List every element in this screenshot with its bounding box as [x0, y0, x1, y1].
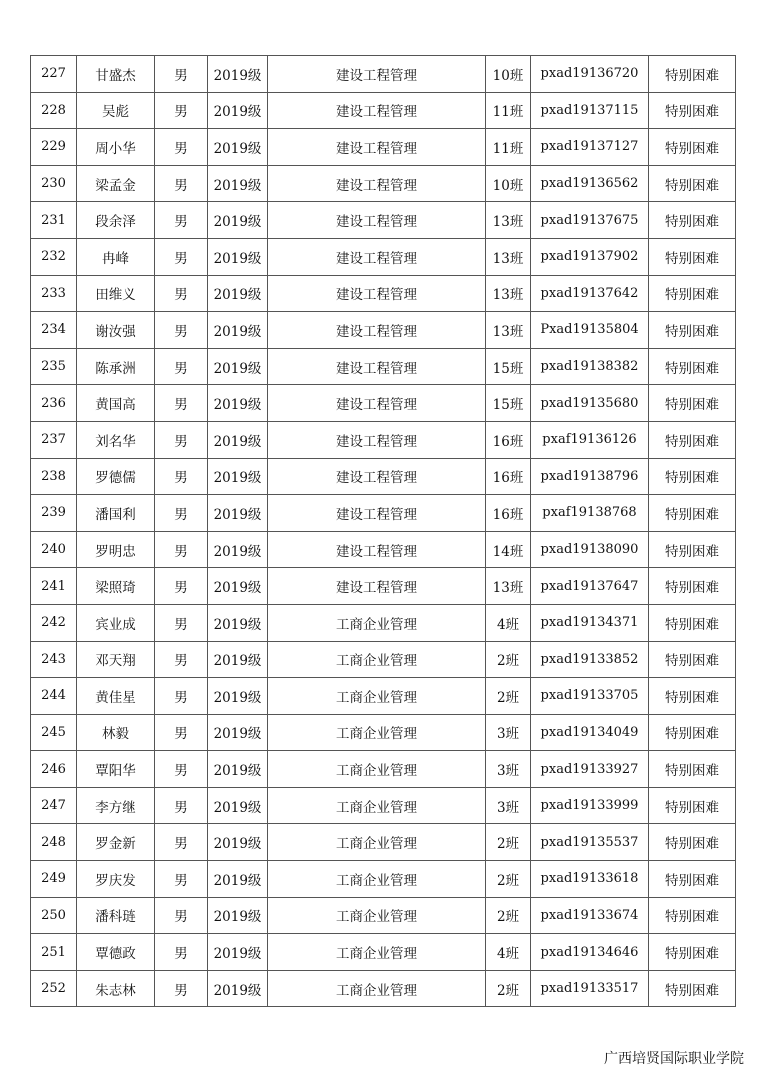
student-roster-table	[30, 55, 736, 1007]
cell-gender: 男	[155, 421, 208, 458]
cell-class: 13班	[486, 238, 531, 275]
table-row	[31, 495, 736, 532]
cell-class: 2班	[486, 641, 531, 678]
cell-grade: 2019级	[208, 495, 268, 532]
cell-major: 建设工程管理	[268, 92, 486, 129]
cell-gender: 男	[155, 238, 208, 275]
cell-grade: 2019级	[208, 714, 268, 751]
cell-major: 工商企业管理	[268, 751, 486, 788]
cell-name: 冉峰	[77, 238, 155, 275]
cell-name: 李方继	[77, 787, 155, 824]
cell-name: 罗明忠	[77, 531, 155, 568]
cell-difficulty-level: 特别困难	[649, 202, 736, 239]
cell-difficulty-level: 特别困难	[649, 348, 736, 385]
table-row	[31, 714, 736, 751]
cell-number: 242	[31, 604, 77, 641]
cell-student-id: pxad19134371	[531, 604, 649, 641]
cell-gender: 男	[155, 56, 208, 93]
cell-grade: 2019级	[208, 202, 268, 239]
cell-number: 231	[31, 202, 77, 239]
cell-grade: 2019级	[208, 275, 268, 312]
table-row	[31, 787, 736, 824]
cell-grade: 2019级	[208, 56, 268, 93]
cell-class: 15班	[486, 385, 531, 422]
cell-difficulty-level: 特别困难	[649, 275, 736, 312]
cell-difficulty-level: 特别困难	[649, 714, 736, 751]
cell-student-id: pxad19138382	[531, 348, 649, 385]
cell-grade: 2019级	[208, 604, 268, 641]
cell-number: 228	[31, 92, 77, 129]
cell-number: 241	[31, 568, 77, 605]
cell-gender: 男	[155, 861, 208, 898]
cell-grade: 2019级	[208, 678, 268, 715]
cell-name: 黄国高	[77, 385, 155, 422]
cell-student-id: pxad19137902	[531, 238, 649, 275]
table-row	[31, 861, 736, 898]
cell-grade: 2019级	[208, 970, 268, 1007]
cell-class: 2班	[486, 970, 531, 1007]
table-row	[31, 129, 736, 166]
cell-number: 238	[31, 458, 77, 495]
cell-grade: 2019级	[208, 897, 268, 934]
institution-name: 广西培贤国际职业学院	[604, 1051, 744, 1067]
cell-student-id: pxad19133618	[531, 861, 649, 898]
table-row	[31, 458, 736, 495]
cell-number: 233	[31, 275, 77, 312]
cell-difficulty-level: 特别困难	[649, 238, 736, 275]
cell-name: 黄佳星	[77, 678, 155, 715]
cell-name: 罗德儒	[77, 458, 155, 495]
cell-class: 16班	[486, 421, 531, 458]
cell-student-id: pxad19133999	[531, 787, 649, 824]
cell-gender: 男	[155, 787, 208, 824]
cell-student-id: pxad19134049	[531, 714, 649, 751]
table-row	[31, 641, 736, 678]
cell-number: 245	[31, 714, 77, 751]
cell-name: 邓天翔	[77, 641, 155, 678]
cell-class: 4班	[486, 934, 531, 971]
cell-class: 2班	[486, 678, 531, 715]
cell-class: 13班	[486, 202, 531, 239]
cell-difficulty-level: 特别困难	[649, 56, 736, 93]
cell-class: 2班	[486, 861, 531, 898]
cell-major: 建设工程管理	[268, 568, 486, 605]
cell-name: 田维义	[77, 275, 155, 312]
cell-gender: 男	[155, 531, 208, 568]
cell-class: 3班	[486, 787, 531, 824]
cell-student-id: Pxad19135804	[531, 312, 649, 349]
cell-grade: 2019级	[208, 385, 268, 422]
cell-gender: 男	[155, 751, 208, 788]
cell-name: 段余泽	[77, 202, 155, 239]
table-row	[31, 312, 736, 349]
cell-major: 建设工程管理	[268, 56, 486, 93]
cell-major: 工商企业管理	[268, 897, 486, 934]
cell-difficulty-level: 特别困难	[649, 458, 736, 495]
cell-gender: 男	[155, 129, 208, 166]
cell-gender: 男	[155, 312, 208, 349]
cell-student-id: pxad19137642	[531, 275, 649, 312]
cell-major: 工商企业管理	[268, 861, 486, 898]
cell-student-id: pxad19133852	[531, 641, 649, 678]
cell-grade: 2019级	[208, 165, 268, 202]
cell-class: 13班	[486, 275, 531, 312]
cell-grade: 2019级	[208, 238, 268, 275]
cell-gender: 男	[155, 641, 208, 678]
table-row	[31, 897, 736, 934]
cell-name: 刘名华	[77, 421, 155, 458]
cell-number: 227	[31, 56, 77, 93]
cell-name: 宾业成	[77, 604, 155, 641]
cell-number: 244	[31, 678, 77, 715]
cell-difficulty-level: 特别困难	[649, 970, 736, 1007]
cell-student-id: pxad19137127	[531, 129, 649, 166]
cell-major: 工商企业管理	[268, 714, 486, 751]
cell-name: 甘盛杰	[77, 56, 155, 93]
cell-major: 建设工程管理	[268, 458, 486, 495]
cell-major: 建设工程管理	[268, 385, 486, 422]
cell-student-id: pxad19133705	[531, 678, 649, 715]
table-row	[31, 531, 736, 568]
cell-difficulty-level: 特别困难	[649, 897, 736, 934]
cell-number: 247	[31, 787, 77, 824]
cell-number: 237	[31, 421, 77, 458]
cell-name: 周小华	[77, 129, 155, 166]
cell-grade: 2019级	[208, 458, 268, 495]
cell-student-id: pxad19137675	[531, 202, 649, 239]
cell-major: 工商企业管理	[268, 678, 486, 715]
cell-student-id: pxad19135680	[531, 385, 649, 422]
cell-gender: 男	[155, 714, 208, 751]
table-row	[31, 970, 736, 1007]
cell-difficulty-level: 特别困难	[649, 385, 736, 422]
cell-student-id: pxad19136562	[531, 165, 649, 202]
cell-gender: 男	[155, 897, 208, 934]
cell-gender: 男	[155, 824, 208, 861]
cell-difficulty-level: 特别困难	[649, 495, 736, 532]
cell-name: 陈承洲	[77, 348, 155, 385]
cell-gender: 男	[155, 202, 208, 239]
cell-number: 234	[31, 312, 77, 349]
cell-major: 工商企业管理	[268, 604, 486, 641]
cell-name: 罗金新	[77, 824, 155, 861]
cell-student-id: pxad19133517	[531, 970, 649, 1007]
table-row	[31, 568, 736, 605]
cell-grade: 2019级	[208, 92, 268, 129]
cell-gender: 男	[155, 934, 208, 971]
cell-number: 232	[31, 238, 77, 275]
cell-number: 249	[31, 861, 77, 898]
cell-grade: 2019级	[208, 861, 268, 898]
cell-name: 朱志林	[77, 970, 155, 1007]
cell-class: 14班	[486, 531, 531, 568]
cell-gender: 男	[155, 604, 208, 641]
cell-major: 建设工程管理	[268, 348, 486, 385]
cell-class: 15班	[486, 348, 531, 385]
cell-major: 建设工程管理	[268, 202, 486, 239]
cell-class: 13班	[486, 568, 531, 605]
cell-class: 16班	[486, 458, 531, 495]
cell-major: 工商企业管理	[268, 641, 486, 678]
cell-student-id: pxad19134646	[531, 934, 649, 971]
cell-gender: 男	[155, 275, 208, 312]
table-row	[31, 348, 736, 385]
cell-student-id: pxad19137115	[531, 92, 649, 129]
cell-class: 16班	[486, 495, 531, 532]
cell-difficulty-level: 特别困难	[649, 568, 736, 605]
cell-number: 229	[31, 129, 77, 166]
cell-student-id: pxad19133674	[531, 897, 649, 934]
cell-major: 工商企业管理	[268, 934, 486, 971]
cell-student-id: pxaf19138768	[531, 495, 649, 532]
cell-difficulty-level: 特别困难	[649, 165, 736, 202]
table-row	[31, 92, 736, 129]
table-row	[31, 678, 736, 715]
cell-class: 4班	[486, 604, 531, 641]
cell-student-id: pxad19135537	[531, 824, 649, 861]
cell-name: 吴彪	[77, 92, 155, 129]
cell-grade: 2019级	[208, 531, 268, 568]
table-row	[31, 56, 736, 93]
cell-major: 建设工程管理	[268, 421, 486, 458]
cell-student-id: pxad19136720	[531, 56, 649, 93]
cell-student-id: pxaf19136126	[531, 421, 649, 458]
cell-difficulty-level: 特别困难	[649, 678, 736, 715]
cell-gender: 男	[155, 92, 208, 129]
cell-number: 251	[31, 934, 77, 971]
cell-number: 243	[31, 641, 77, 678]
cell-difficulty-level: 特别困难	[649, 934, 736, 971]
cell-difficulty-level: 特别困难	[649, 604, 736, 641]
cell-gender: 男	[155, 385, 208, 422]
cell-gender: 男	[155, 165, 208, 202]
cell-class: 13班	[486, 312, 531, 349]
cell-grade: 2019级	[208, 787, 268, 824]
cell-major: 建设工程管理	[268, 275, 486, 312]
cell-major: 工商企业管理	[268, 824, 486, 861]
table-row	[31, 751, 736, 788]
cell-major: 建设工程管理	[268, 495, 486, 532]
cell-difficulty-level: 特别困难	[649, 129, 736, 166]
cell-number: 246	[31, 751, 77, 788]
cell-gender: 男	[155, 568, 208, 605]
cell-grade: 2019级	[208, 641, 268, 678]
cell-grade: 2019级	[208, 568, 268, 605]
cell-gender: 男	[155, 678, 208, 715]
cell-number: 239	[31, 495, 77, 532]
cell-difficulty-level: 特别困难	[649, 751, 736, 788]
cell-gender: 男	[155, 495, 208, 532]
cell-class: 3班	[486, 751, 531, 788]
table-row	[31, 165, 736, 202]
cell-difficulty-level: 特别困难	[649, 824, 736, 861]
cell-major: 建设工程管理	[268, 129, 486, 166]
cell-gender: 男	[155, 348, 208, 385]
cell-name: 梁孟金	[77, 165, 155, 202]
cell-number: 230	[31, 165, 77, 202]
cell-number: 252	[31, 970, 77, 1007]
table-row	[31, 604, 736, 641]
cell-student-id: pxad19138796	[531, 458, 649, 495]
cell-major: 建设工程管理	[268, 165, 486, 202]
cell-class: 3班	[486, 714, 531, 751]
roster-body	[31, 56, 736, 1007]
cell-class: 2班	[486, 897, 531, 934]
cell-difficulty-level: 特别困难	[649, 861, 736, 898]
cell-name: 林毅	[77, 714, 155, 751]
cell-difficulty-level: 特别困难	[649, 641, 736, 678]
cell-class: 2班	[486, 824, 531, 861]
cell-name: 罗庆发	[77, 861, 155, 898]
cell-number: 235	[31, 348, 77, 385]
cell-number: 240	[31, 531, 77, 568]
table-row	[31, 421, 736, 458]
cell-number: 248	[31, 824, 77, 861]
cell-class: 10班	[486, 165, 531, 202]
cell-grade: 2019级	[208, 129, 268, 166]
table-row	[31, 385, 736, 422]
cell-name: 梁照琦	[77, 568, 155, 605]
cell-class: 10班	[486, 56, 531, 93]
cell-difficulty-level: 特别困难	[649, 92, 736, 129]
cell-number: 236	[31, 385, 77, 422]
cell-student-id: pxad19138090	[531, 531, 649, 568]
cell-major: 工商企业管理	[268, 787, 486, 824]
cell-name: 潘国利	[77, 495, 155, 532]
cell-major: 建设工程管理	[268, 531, 486, 568]
table-row	[31, 275, 736, 312]
table-row	[31, 934, 736, 971]
table-row	[31, 238, 736, 275]
cell-student-id: pxad19133927	[531, 751, 649, 788]
table-row	[31, 202, 736, 239]
cell-gender: 男	[155, 458, 208, 495]
cell-major: 建设工程管理	[268, 238, 486, 275]
cell-difficulty-level: 特别困难	[649, 531, 736, 568]
cell-difficulty-level: 特别困难	[649, 312, 736, 349]
cell-student-id: pxad19137647	[531, 568, 649, 605]
cell-class: 11班	[486, 129, 531, 166]
cell-difficulty-level: 特别困难	[649, 787, 736, 824]
cell-grade: 2019级	[208, 348, 268, 385]
cell-major: 建设工程管理	[268, 312, 486, 349]
cell-grade: 2019级	[208, 421, 268, 458]
cell-grade: 2019级	[208, 824, 268, 861]
cell-grade: 2019级	[208, 751, 268, 788]
cell-class: 11班	[486, 92, 531, 129]
table-row	[31, 824, 736, 861]
cell-name: 覃德政	[77, 934, 155, 971]
cell-gender: 男	[155, 970, 208, 1007]
cell-major: 工商企业管理	[268, 970, 486, 1007]
cell-number: 250	[31, 897, 77, 934]
cell-difficulty-level: 特别困难	[649, 421, 736, 458]
cell-grade: 2019级	[208, 312, 268, 349]
cell-name: 谢汝强	[77, 312, 155, 349]
cell-grade: 2019级	[208, 934, 268, 971]
cell-name: 潘科琏	[77, 897, 155, 934]
cell-name: 覃阳华	[77, 751, 155, 788]
